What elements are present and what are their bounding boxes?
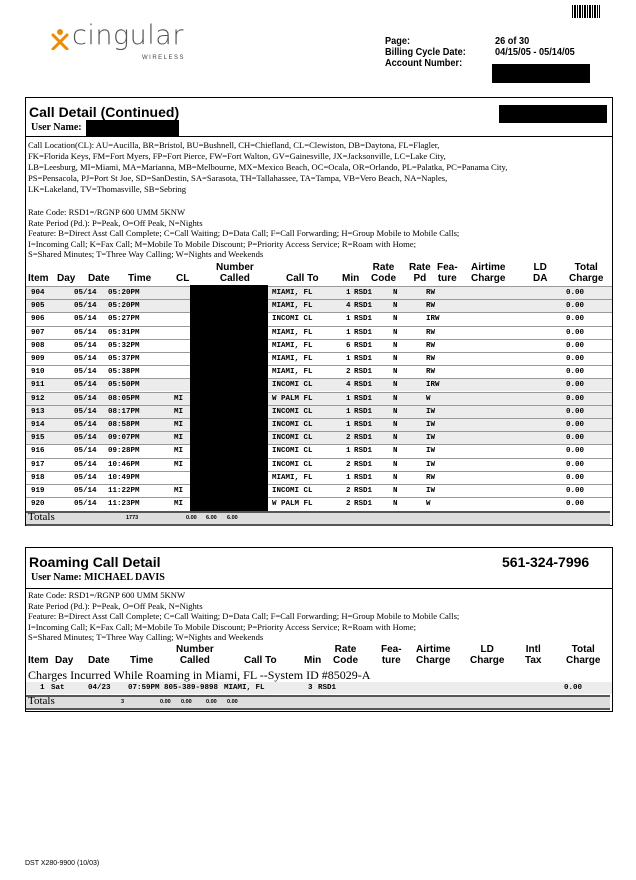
table-cell: MIAMI, FL — [272, 289, 313, 297]
table-cell: 6 — [346, 341, 351, 350]
table-cell: 0.00 — [566, 394, 585, 403]
table-cell: RSD1 — [354, 394, 373, 403]
table-cell: 3 — [308, 684, 313, 692]
table-cell: 05/14 — [74, 381, 97, 390]
column-header: LD DA — [533, 262, 548, 284]
table-cell: 905 — [31, 302, 45, 311]
table-cell: N — [393, 328, 398, 337]
table-cell: IW — [426, 421, 436, 429]
table-cell: N — [393, 315, 398, 324]
table-cell: 1 — [346, 355, 351, 363]
legend-line: Feature: B=Direct Asst Call Complete; C=Call Waiting; D=Data Call; F=Call Forwarding; H=Group Mobile to Mobile Calls; — [28, 611, 460, 621]
table-cell: INCOMI CL — [272, 407, 313, 416]
table-cell: IW — [426, 460, 436, 469]
table-cell: 05:38PM — [108, 368, 140, 377]
table-cell: INCOMI CL — [272, 487, 313, 495]
table-cell: 0.00 — [566, 381, 585, 390]
table-cell: N — [393, 421, 398, 429]
table-cell: RW — [426, 473, 436, 482]
table-cell: 05:20PM — [108, 302, 140, 311]
table-cell: 05:50PM — [108, 381, 140, 390]
table-cell: MI — [174, 394, 184, 403]
number-called-redaction — [190, 285, 268, 511]
table-cell: 0.00 — [566, 328, 585, 337]
billing-cycle-value: 04/15/05 - 05/14/05 — [495, 47, 575, 58]
table-cell: Sat — [51, 684, 65, 692]
table-cell: 2 — [346, 368, 351, 377]
table-cell: MIAMI, FL — [272, 302, 313, 311]
column-header: Date — [88, 273, 110, 284]
table-row — [26, 497, 612, 510]
table-cell: MI — [174, 460, 184, 469]
column-header: Day — [57, 273, 76, 284]
table-cell: INCOMI CL — [272, 421, 313, 429]
column-header: Fea- ture — [381, 644, 402, 666]
table-cell: RSD1 — [354, 434, 373, 443]
table-cell: 920 — [31, 500, 45, 509]
legend-line: PS=Pensacola, PJ=Port St Joe, SD=SanDestin, SA=Sarasota, TH=Tallahassee, TA=Tampa, VB=Vero Beach, NA=Naples, — [28, 173, 448, 183]
table-cell: 1 — [346, 407, 351, 416]
totals-row: Totals 1773 0.00 6.00 6.00 — [26, 511, 610, 526]
call-location-legend — [28, 140, 507, 195]
table-cell: 10:46PM — [108, 460, 140, 469]
table-cell: 08:05PM — [108, 394, 140, 403]
table-row — [26, 352, 612, 365]
table-cell: 05/14 — [74, 289, 97, 297]
table-row — [26, 458, 612, 471]
page-label: Page: — [385, 36, 411, 47]
form-footer: DST X280-9900 (10/03) — [25, 860, 100, 867]
table-cell: 0.00 — [566, 434, 585, 443]
table-cell: RSD1 — [318, 684, 337, 692]
table-cell: N — [393, 500, 398, 509]
table-cell: 05/14 — [74, 421, 97, 429]
column-header: Total Charge — [566, 644, 601, 666]
table-cell: 0.00 — [566, 315, 585, 324]
table-cell: MIAMI, FL — [272, 473, 313, 482]
table-cell: 0.00 — [566, 447, 585, 456]
column-header: Call To — [286, 273, 319, 284]
table-cell: RW — [426, 302, 436, 311]
rate-legend — [28, 590, 459, 643]
table-cell: INCOMI CL — [272, 447, 313, 456]
table-cell: 0.00 — [566, 355, 585, 363]
table-cell: INCOMI CL — [272, 315, 313, 324]
table-cell: N — [393, 381, 398, 390]
column-header: Min — [342, 273, 360, 284]
divider — [26, 136, 612, 137]
table-cell: 909 — [31, 355, 45, 363]
column-header: Number Called — [216, 262, 254, 284]
table-row — [26, 484, 612, 497]
table-cell: 05/14 — [74, 302, 97, 311]
table-cell: RSD1 — [354, 289, 373, 297]
table-cell: 05/14 — [74, 447, 97, 456]
table-row — [26, 339, 612, 352]
phone-redaction — [499, 105, 607, 123]
table-cell: 09:07PM — [108, 434, 140, 443]
table-cell: N — [393, 487, 398, 495]
table-cell: 2 — [346, 434, 351, 443]
column-header: Fea- ture — [437, 262, 458, 284]
legend-line: Rate Period (Pd.): P=Peak, O=Off Peak, N=Nights — [28, 600, 203, 611]
legend-line: Rate Period (Pd.): P=Peak, O=Off Peak, N=Nights — [28, 217, 203, 228]
table-cell: 1 — [346, 421, 351, 429]
table-cell: MI — [174, 434, 184, 443]
totals-ld: 6.00 — [206, 515, 217, 521]
table-cell: 05/14 — [74, 473, 97, 482]
column-header: Day — [55, 655, 74, 666]
cingular-jack-icon — [50, 28, 70, 50]
column-header: Time — [130, 655, 154, 666]
table-cell: 05/14 — [74, 500, 97, 509]
table-cell: 05:27PM — [108, 315, 140, 324]
user-name: User Name: MICHAEL DAVIS — [31, 572, 165, 583]
table-cell: 913 — [31, 407, 45, 416]
table-row — [26, 682, 612, 694]
column-header: Call To — [244, 655, 277, 666]
table-cell: MI — [174, 407, 184, 416]
table-cell: RW — [426, 341, 436, 350]
table-cell: N — [393, 341, 398, 350]
table-cell: N — [393, 407, 398, 416]
table-cell: 11:22PM — [108, 487, 140, 495]
column-header: Rate Pd — [409, 262, 431, 284]
table-row — [26, 286, 612, 299]
table-cell: W — [426, 500, 431, 509]
table-cell: INCOMI CL — [272, 460, 313, 469]
table-cell: 918 — [31, 473, 45, 482]
legend-line: Call Location(CL): AU=Aucilla, BR=Bristol, BU=Bushnell, CH=Chiefland, CL=Clewiston, DB=Daytona, FL=Flagler, — [28, 140, 440, 150]
table-cell: W — [426, 394, 431, 403]
billing-cycle-label: Billing Cycle Date: — [385, 47, 466, 58]
legend-line: I=Incoming Call; K=Fax Call; M=Mobile To Mobile Discount; P=Priority Access Service; R=Roam with Home; — [28, 238, 416, 249]
table-cell: 0.00 — [566, 289, 585, 297]
table-cell: 05/14 — [74, 328, 97, 337]
table-cell: 05/14 — [74, 407, 97, 416]
legend-line: Rate Code: RSD1=/RGNP 600 UMM 5KNW — [28, 590, 186, 600]
account-number-redaction — [492, 64, 590, 83]
table-cell: RW — [426, 368, 436, 377]
table-cell: 05/14 — [74, 355, 97, 363]
legend-line: LK=Lakeland, TV=Thomasville, SB=Sebring — [28, 184, 187, 194]
table-cell: 915 — [31, 434, 45, 443]
table-cell: W PALM FL — [272, 500, 313, 509]
table-cell: 08:17PM — [108, 407, 140, 416]
table-cell: RSD1 — [354, 500, 373, 509]
table-cell: 10:49PM — [108, 473, 140, 482]
table-row — [26, 299, 612, 312]
table-cell: 2 — [346, 460, 351, 469]
table-cell: 911 — [31, 381, 45, 390]
table-cell: 0.00 — [566, 341, 585, 350]
table-cell: 805-389-9898 — [164, 684, 219, 692]
column-header: Total Charge — [569, 262, 604, 284]
table-cell: MI — [174, 447, 184, 456]
totals-min: 1773 — [126, 515, 139, 521]
table-cell: 05:20PM — [108, 289, 140, 297]
totals-total: 6.00 — [227, 515, 238, 521]
table-cell: 11:23PM — [108, 500, 140, 509]
table-cell: 1 — [346, 315, 351, 324]
table-cell: INCOMI CL — [272, 381, 313, 390]
table-row — [26, 431, 612, 444]
table-cell: RSD1 — [354, 487, 373, 495]
section-title: Call Detail (Continued) — [29, 104, 180, 120]
table-cell: RSD1 — [354, 328, 373, 337]
column-header: Item — [28, 273, 49, 284]
account-number-label: Account Number: — [385, 58, 463, 69]
table-cell: 0.00 — [566, 473, 585, 482]
table-cell: N — [393, 447, 398, 456]
table-cell: N — [393, 368, 398, 377]
table-cell: RSD1 — [354, 460, 373, 469]
table-row — [26, 312, 612, 325]
table-cell: IW — [426, 487, 436, 495]
table-cell: 04/23 — [88, 684, 111, 692]
table-cell: 910 — [31, 368, 45, 377]
table-cell: 1 — [346, 473, 351, 482]
column-header: Date — [88, 655, 110, 666]
totals-row: Totals 3 0.00 0.00 0.00 0.00 — [26, 695, 610, 710]
table-cell: IW — [426, 447, 436, 456]
column-header: LD Charge — [470, 644, 505, 666]
column-header: Airtime Charge — [416, 644, 451, 666]
table-cell: 904 — [31, 289, 45, 297]
roaming-section — [25, 547, 613, 712]
column-header: Intl Tax — [525, 644, 542, 666]
column-header: CL — [176, 273, 190, 284]
table-cell: N — [393, 394, 398, 403]
table-cell: 0.00 — [566, 460, 585, 469]
table-row — [26, 392, 612, 405]
table-cell: 2 — [346, 500, 351, 509]
table-cell: RW — [426, 289, 436, 297]
table-cell: 908 — [31, 341, 45, 350]
table-cell: IRW — [426, 315, 440, 324]
table-cell: 07:59PM — [128, 684, 160, 692]
table-cell: RW — [426, 355, 436, 363]
legend-line: FK=Florida Keys, FM=Fort Myers, FP=Fort Pierce, FW=Fort Walton, GV=Gainesville, JX=Jacksonville, LC=Lake City, — [28, 151, 446, 161]
table-cell: 1 — [346, 328, 351, 337]
table-cell: MIAMI, FL — [272, 341, 313, 350]
table-row — [26, 405, 612, 418]
table-cell: RSD1 — [354, 341, 373, 350]
table-cell: 05/14 — [74, 487, 97, 495]
legend-line: S=Shared Minutes; T=Three Way Calling; W=Nights and Weekends — [28, 249, 264, 259]
table-cell: 919 — [31, 487, 45, 495]
table-cell: 0.00 — [566, 421, 585, 429]
roaming-section-label: Charges Incurred While Roaming in Miami, FL --System ID #85029-A — [28, 668, 371, 682]
table-row — [26, 471, 612, 484]
table-cell: 05:32PM — [108, 341, 140, 350]
table-cell: IRW — [426, 381, 440, 390]
table-cell: W PALM FL — [272, 394, 313, 403]
column-header: Number Called — [176, 644, 214, 666]
table-cell: RSD1 — [354, 407, 373, 416]
table-cell: 906 — [31, 315, 45, 324]
table-cell: N — [393, 460, 398, 469]
rate-legend — [28, 207, 459, 260]
table-cell: 05/14 — [74, 434, 97, 443]
table-cell: RSD1 — [354, 355, 373, 363]
table-row — [26, 378, 612, 391]
table-cell: MI — [174, 487, 184, 495]
table-cell: 05/14 — [74, 460, 97, 469]
column-header: Time — [128, 273, 152, 284]
table-cell: 912 — [31, 394, 45, 403]
table-cell: IW — [426, 407, 436, 416]
table-cell: 1 — [40, 684, 45, 692]
column-header: Min — [304, 655, 322, 666]
table-cell: MIAMI, FL — [272, 355, 313, 363]
table-cell: 09:28PM — [108, 447, 140, 456]
table-row — [26, 365, 612, 378]
table-cell: N — [393, 302, 398, 311]
table-cell: 916 — [31, 447, 45, 456]
user-name-redaction — [86, 120, 179, 136]
table-cell: RW — [426, 328, 436, 337]
legend-line: Rate Code: RSD1=/RGNP 600 UMM 5KNW — [28, 207, 186, 217]
table-row — [26, 444, 612, 457]
legend-line: Feature: B=Direct Asst Call Complete; C=Call Waiting; D=Data Call; F=Call Forwarding; H=Group Mobile to Mobile Calls; — [28, 228, 460, 238]
legend-line: S=Shared Minutes; T=Three Way Calling; W=Nights and Weekends — [28, 632, 264, 642]
table-cell: 0.00 — [566, 407, 585, 416]
table-row — [26, 418, 612, 431]
table-cell: 0.00 — [566, 302, 585, 311]
table-cell: 05/14 — [74, 368, 97, 377]
table-cell: 2 — [346, 487, 351, 495]
table-cell: 05/14 — [74, 341, 97, 350]
table-cell: 0.00 — [566, 487, 585, 495]
column-header: Rate Code — [333, 644, 358, 666]
table-cell: RSD1 — [354, 368, 373, 377]
table-cell: 05/14 — [74, 394, 97, 403]
table-cell: 4 — [346, 381, 351, 390]
table-cell: 05:37PM — [108, 355, 140, 363]
table-cell: N — [393, 473, 398, 482]
section-title: Roaming Call Detail — [29, 554, 161, 570]
table-cell: 08:58PM — [108, 421, 140, 429]
column-header: Rate Code — [371, 262, 396, 284]
barcode — [572, 5, 600, 18]
table-cell: 914 — [31, 421, 45, 429]
legend-line: I=Incoming Call; K=Fax Call; M=Mobile To Mobile Discount; P=Priority Access Service; R=Roam with Home; — [28, 621, 416, 632]
table-cell: MI — [174, 421, 184, 429]
table-cell: 0.00 — [564, 684, 583, 692]
table-cell: 05:31PM — [108, 328, 140, 337]
table-cell: 1 — [346, 447, 351, 456]
call-detail-section — [25, 97, 613, 526]
table-cell: RSD1 — [354, 302, 373, 311]
table-cell: N — [393, 434, 398, 443]
legend-line: LB=Leesburg, MI=Miami, MA=Marianna, MB=Melbourne, MX=Mexico Beach, OC=Ocala, OR=Orlando, PL=Palatka, PC=Panama City, — [28, 162, 508, 172]
table-row — [26, 326, 612, 339]
table-cell: N — [393, 289, 398, 297]
table-cell: IW — [426, 434, 436, 443]
column-header: Airtime Charge — [471, 262, 506, 284]
table-cell: INCOMI CL — [272, 434, 313, 443]
table-cell: RSD1 — [354, 381, 373, 390]
table-cell: RSD1 — [354, 473, 373, 482]
table-cell: 4 — [346, 302, 351, 311]
table-cell: RSD1 — [354, 421, 373, 429]
table-cell: RSD1 — [354, 315, 373, 324]
table-cell: N — [393, 355, 398, 363]
totals-airtime: 0.00 — [186, 515, 197, 521]
table-cell: RSD1 — [354, 447, 373, 456]
table-cell: 0.00 — [566, 368, 585, 377]
table-cell: 917 — [31, 460, 45, 469]
table-cell: MI — [174, 500, 184, 509]
table-cell: 907 — [31, 328, 45, 337]
table-cell: MIAMI, FL — [272, 328, 313, 337]
table-cell: 1 — [346, 289, 351, 297]
page-value: 26 of 30 — [495, 36, 530, 47]
table-cell: MIAMI, FL — [272, 368, 313, 377]
table-cell: 0.00 — [566, 500, 585, 509]
user-name-label: User Name: — [31, 122, 82, 133]
column-header: Item — [28, 655, 49, 666]
table-cell: 05/14 — [74, 315, 97, 324]
table-cell: 1 — [346, 394, 351, 403]
divider — [26, 588, 612, 589]
table-cell: MIAMI, FL — [224, 684, 265, 692]
phone-number: 561-324-7996 — [502, 554, 590, 570]
